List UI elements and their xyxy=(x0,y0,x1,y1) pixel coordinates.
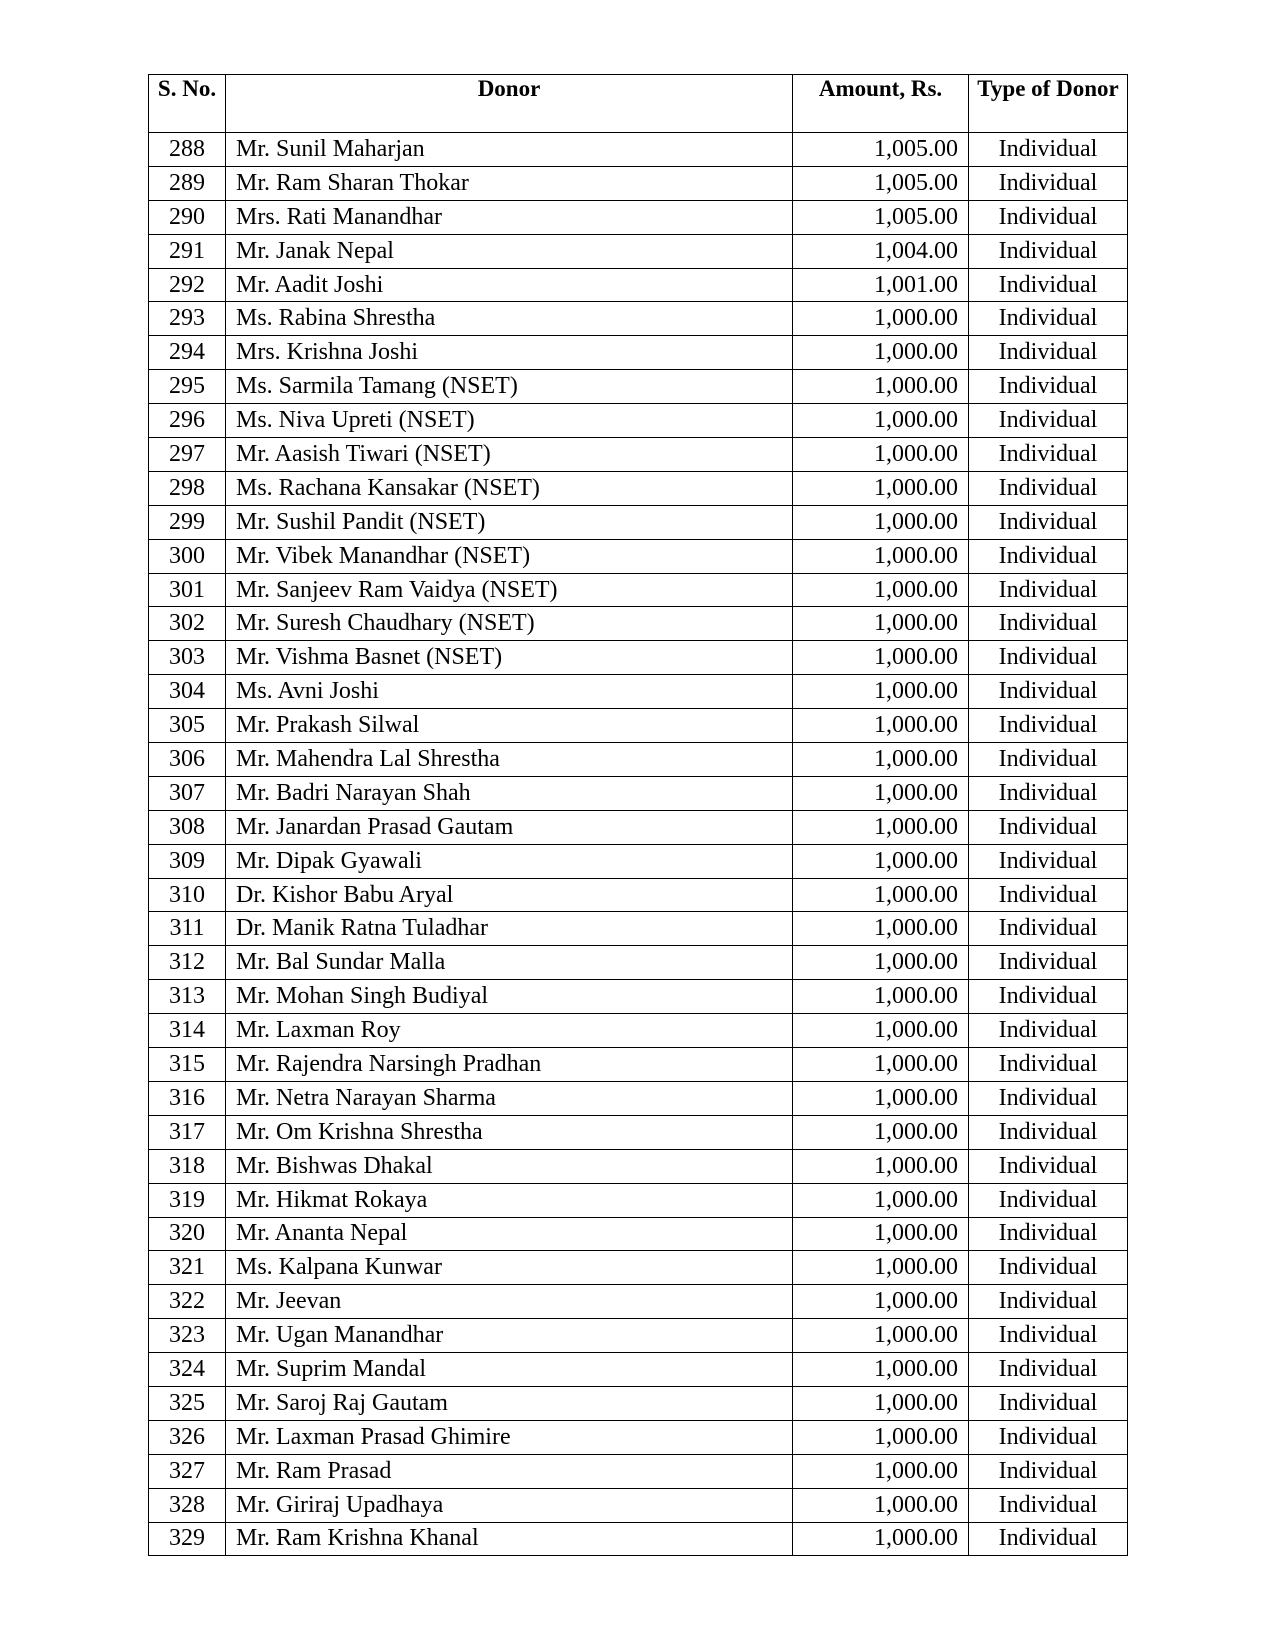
cell-sno: 306 xyxy=(149,743,226,777)
table-row xyxy=(149,302,1128,336)
table-row xyxy=(149,505,1128,539)
cell-amount: 1,005.00 xyxy=(793,200,969,234)
cell-donor: Dr. Manik Ratna Tuladhar xyxy=(226,912,793,946)
cell-type: Individual xyxy=(969,946,1128,980)
cell-amount: 1,000.00 xyxy=(793,878,969,912)
table-row xyxy=(149,200,1128,234)
cell-amount: 1,000.00 xyxy=(793,1149,969,1183)
table-row xyxy=(149,878,1128,912)
cell-sno: 298 xyxy=(149,471,226,505)
cell-donor: Mr. Ram Sharan Thokar xyxy=(226,166,793,200)
table-row xyxy=(149,1014,1128,1048)
cell-donor: Ms. Rachana Kansakar (NSET) xyxy=(226,471,793,505)
cell-amount: 1,000.00 xyxy=(793,505,969,539)
table-row xyxy=(149,1522,1128,1556)
cell-amount: 1,000.00 xyxy=(793,776,969,810)
table-row xyxy=(149,370,1128,404)
table-row xyxy=(149,133,1128,167)
cell-sno: 296 xyxy=(149,404,226,438)
cell-type: Individual xyxy=(969,1115,1128,1149)
cell-sno: 288 xyxy=(149,133,226,167)
cell-amount: 1,000.00 xyxy=(793,844,969,878)
cell-sno: 321 xyxy=(149,1251,226,1285)
cell-donor: Mr. Aadit Joshi xyxy=(226,268,793,302)
cell-donor: Mr. Ram Krishna Khanal xyxy=(226,1522,793,1556)
cell-type: Individual xyxy=(969,607,1128,641)
cell-amount: 1,000.00 xyxy=(793,302,969,336)
table-row xyxy=(149,1488,1128,1522)
cell-donor: Mr. Bishwas Dhakal xyxy=(226,1149,793,1183)
cell-amount: 1,000.00 xyxy=(793,1319,969,1353)
cell-type: Individual xyxy=(969,1522,1128,1556)
table-row xyxy=(149,234,1128,268)
cell-donor: Ms. Avni Joshi xyxy=(226,675,793,709)
cell-donor: Dr. Kishor Babu Aryal xyxy=(226,878,793,912)
cell-sno: 295 xyxy=(149,370,226,404)
cell-sno: 300 xyxy=(149,539,226,573)
cell-donor: Mr. Rajendra Narsingh Pradhan xyxy=(226,1048,793,1082)
cell-donor: Mr. Bal Sundar Malla xyxy=(226,946,793,980)
cell-donor: Mr. Ram Prasad xyxy=(226,1454,793,1488)
cell-sno: 302 xyxy=(149,607,226,641)
cell-amount: 1,000.00 xyxy=(793,573,969,607)
cell-type: Individual xyxy=(969,404,1128,438)
cell-sno: 307 xyxy=(149,776,226,810)
cell-sno: 316 xyxy=(149,1081,226,1115)
table-row xyxy=(149,471,1128,505)
table-body xyxy=(149,133,1128,1556)
cell-type: Individual xyxy=(969,810,1128,844)
cell-type: Individual xyxy=(969,336,1128,370)
cell-type: Individual xyxy=(969,268,1128,302)
cell-amount: 1,004.00 xyxy=(793,234,969,268)
header-amount: Amount, Rs. xyxy=(793,75,969,133)
cell-donor: Mr. Sushil Pandit (NSET) xyxy=(226,505,793,539)
cell-type: Individual xyxy=(969,166,1128,200)
cell-donor: Ms. Sarmila Tamang (NSET) xyxy=(226,370,793,404)
cell-donor: Mr. Om Krishna Shrestha xyxy=(226,1115,793,1149)
cell-donor: Mr. Netra Narayan Sharma xyxy=(226,1081,793,1115)
table-row xyxy=(149,1285,1128,1319)
cell-type: Individual xyxy=(969,1081,1128,1115)
cell-type: Individual xyxy=(969,1353,1128,1387)
table-row xyxy=(149,1183,1128,1217)
cell-amount: 1,000.00 xyxy=(793,1454,969,1488)
cell-amount: 1,000.00 xyxy=(793,709,969,743)
cell-sno: 323 xyxy=(149,1319,226,1353)
cell-sno: 327 xyxy=(149,1454,226,1488)
table-row xyxy=(149,336,1128,370)
cell-amount: 1,000.00 xyxy=(793,1386,969,1420)
cell-sno: 328 xyxy=(149,1488,226,1522)
cell-donor: Mr. Mahendra Lal Shrestha xyxy=(226,743,793,777)
cell-sno: 326 xyxy=(149,1420,226,1454)
table-row xyxy=(149,709,1128,743)
cell-type: Individual xyxy=(969,1386,1128,1420)
table-row xyxy=(149,980,1128,1014)
cell-amount: 1,000.00 xyxy=(793,1285,969,1319)
cell-donor: Mr. Mohan Singh Budiyal xyxy=(226,980,793,1014)
cell-type: Individual xyxy=(969,878,1128,912)
cell-type: Individual xyxy=(969,641,1128,675)
cell-amount: 1,000.00 xyxy=(793,1081,969,1115)
cell-amount: 1,000.00 xyxy=(793,675,969,709)
table-row xyxy=(149,1454,1128,1488)
table-row xyxy=(149,539,1128,573)
cell-donor: Mr. Vishma Basnet (NSET) xyxy=(226,641,793,675)
table-row xyxy=(149,776,1128,810)
cell-amount: 1,000.00 xyxy=(793,1217,969,1251)
cell-type: Individual xyxy=(969,1319,1128,1353)
table-row xyxy=(149,1115,1128,1149)
cell-sno: 290 xyxy=(149,200,226,234)
cell-amount: 1,000.00 xyxy=(793,471,969,505)
table-row xyxy=(149,675,1128,709)
cell-sno: 297 xyxy=(149,438,226,472)
cell-donor: Mr. Vibek Manandhar (NSET) xyxy=(226,539,793,573)
cell-type: Individual xyxy=(969,1420,1128,1454)
cell-type: Individual xyxy=(969,370,1128,404)
cell-sno: 311 xyxy=(149,912,226,946)
cell-type: Individual xyxy=(969,844,1128,878)
cell-donor: Mr. Badri Narayan Shah xyxy=(226,776,793,810)
cell-donor: Mr. Aasish Tiwari (NSET) xyxy=(226,438,793,472)
cell-donor: Mr. Prakash Silwal xyxy=(226,709,793,743)
table-row xyxy=(149,810,1128,844)
cell-type: Individual xyxy=(969,912,1128,946)
table-header xyxy=(149,75,1128,133)
table-row xyxy=(149,946,1128,980)
cell-donor: Ms. Niva Upreti (NSET) xyxy=(226,404,793,438)
cell-sno: 320 xyxy=(149,1217,226,1251)
cell-sno: 291 xyxy=(149,234,226,268)
cell-type: Individual xyxy=(969,471,1128,505)
cell-donor: Mr. Saroj Raj Gautam xyxy=(226,1386,793,1420)
cell-amount: 1,000.00 xyxy=(793,1048,969,1082)
cell-type: Individual xyxy=(969,438,1128,472)
cell-amount: 1,000.00 xyxy=(793,1420,969,1454)
table-row xyxy=(149,573,1128,607)
table-row xyxy=(149,1149,1128,1183)
table-row xyxy=(149,1353,1128,1387)
cell-amount: 1,000.00 xyxy=(793,980,969,1014)
cell-sno: 317 xyxy=(149,1115,226,1149)
cell-donor: Mrs. Rati Manandhar xyxy=(226,200,793,234)
cell-donor: Mr. Giriraj Upadhaya xyxy=(226,1488,793,1522)
cell-sno: 289 xyxy=(149,166,226,200)
cell-sno: 294 xyxy=(149,336,226,370)
table-row xyxy=(149,1081,1128,1115)
cell-amount: 1,000.00 xyxy=(793,1522,969,1556)
cell-sno: 292 xyxy=(149,268,226,302)
cell-type: Individual xyxy=(969,505,1128,539)
cell-amount: 1,000.00 xyxy=(793,438,969,472)
cell-type: Individual xyxy=(969,539,1128,573)
cell-donor: Mr. Ananta Nepal xyxy=(226,1217,793,1251)
cell-sno: 313 xyxy=(149,980,226,1014)
cell-donor: Mr. Hikmat Rokaya xyxy=(226,1183,793,1217)
cell-donor: Mr. Janardan Prasad Gautam xyxy=(226,810,793,844)
cell-type: Individual xyxy=(969,675,1128,709)
cell-sno: 303 xyxy=(149,641,226,675)
cell-sno: 312 xyxy=(149,946,226,980)
cell-donor: Mr. Janak Nepal xyxy=(226,234,793,268)
cell-amount: 1,000.00 xyxy=(793,1488,969,1522)
cell-amount: 1,000.00 xyxy=(793,912,969,946)
cell-type: Individual xyxy=(969,1014,1128,1048)
table-row xyxy=(149,404,1128,438)
cell-type: Individual xyxy=(969,709,1128,743)
cell-sno: 315 xyxy=(149,1048,226,1082)
table-row xyxy=(149,1217,1128,1251)
cell-donor: Mr. Laxman Prasad Ghimire xyxy=(226,1420,793,1454)
cell-amount: 1,000.00 xyxy=(793,370,969,404)
cell-type: Individual xyxy=(969,980,1128,1014)
table-row xyxy=(149,1386,1128,1420)
cell-amount: 1,001.00 xyxy=(793,268,969,302)
table-row xyxy=(149,1251,1128,1285)
cell-amount: 1,000.00 xyxy=(793,1014,969,1048)
cell-donor: Mr. Jeevan xyxy=(226,1285,793,1319)
donor-table xyxy=(148,74,1128,1556)
table-row xyxy=(149,743,1128,777)
cell-amount: 1,005.00 xyxy=(793,166,969,200)
cell-type: Individual xyxy=(969,1183,1128,1217)
cell-sno: 304 xyxy=(149,675,226,709)
cell-donor: Ms. Kalpana Kunwar xyxy=(226,1251,793,1285)
cell-type: Individual xyxy=(969,1149,1128,1183)
cell-amount: 1,000.00 xyxy=(793,336,969,370)
cell-donor: Mr. Dipak Gyawali xyxy=(226,844,793,878)
cell-amount: 1,000.00 xyxy=(793,946,969,980)
table-row xyxy=(149,607,1128,641)
cell-sno: 293 xyxy=(149,302,226,336)
cell-type: Individual xyxy=(969,743,1128,777)
cell-amount: 1,000.00 xyxy=(793,539,969,573)
cell-type: Individual xyxy=(969,1217,1128,1251)
cell-type: Individual xyxy=(969,573,1128,607)
cell-amount: 1,000.00 xyxy=(793,743,969,777)
cell-sno: 319 xyxy=(149,1183,226,1217)
table-row xyxy=(149,912,1128,946)
cell-sno: 310 xyxy=(149,878,226,912)
table-row xyxy=(149,438,1128,472)
cell-donor: Mr. Sunil Maharjan xyxy=(226,133,793,167)
cell-type: Individual xyxy=(969,776,1128,810)
cell-amount: 1,000.00 xyxy=(793,1353,969,1387)
table-row xyxy=(149,844,1128,878)
cell-donor: Mr. Ugan Manandhar xyxy=(226,1319,793,1353)
cell-donor: Mr. Sanjeev Ram Vaidya (NSET) xyxy=(226,573,793,607)
cell-sno: 301 xyxy=(149,573,226,607)
table-row xyxy=(149,166,1128,200)
cell-sno: 305 xyxy=(149,709,226,743)
cell-amount: 1,000.00 xyxy=(793,641,969,675)
header-donor: Donor xyxy=(226,75,793,133)
cell-type: Individual xyxy=(969,1251,1128,1285)
header-sno: S. No. xyxy=(149,75,226,133)
cell-type: Individual xyxy=(969,302,1128,336)
cell-amount: 1,000.00 xyxy=(793,1251,969,1285)
cell-sno: 329 xyxy=(149,1522,226,1556)
cell-sno: 318 xyxy=(149,1149,226,1183)
cell-donor: Mr. Suprim Mandal xyxy=(226,1353,793,1387)
cell-amount: 1,000.00 xyxy=(793,1115,969,1149)
cell-amount: 1,000.00 xyxy=(793,607,969,641)
cell-type: Individual xyxy=(969,1048,1128,1082)
cell-sno: 325 xyxy=(149,1386,226,1420)
cell-donor: Mr. Laxman Roy xyxy=(226,1014,793,1048)
table-row xyxy=(149,1420,1128,1454)
header-row xyxy=(149,75,1128,133)
cell-type: Individual xyxy=(969,200,1128,234)
cell-donor: Mrs. Krishna Joshi xyxy=(226,336,793,370)
cell-type: Individual xyxy=(969,1285,1128,1319)
cell-donor: Ms. Rabina Shrestha xyxy=(226,302,793,336)
cell-sno: 324 xyxy=(149,1353,226,1387)
cell-type: Individual xyxy=(969,234,1128,268)
cell-type: Individual xyxy=(969,1454,1128,1488)
cell-amount: 1,000.00 xyxy=(793,404,969,438)
header-type: Type of Donor xyxy=(969,75,1128,133)
cell-sno: 308 xyxy=(149,810,226,844)
cell-sno: 309 xyxy=(149,844,226,878)
cell-amount: 1,005.00 xyxy=(793,133,969,167)
cell-type: Individual xyxy=(969,1488,1128,1522)
table-row xyxy=(149,268,1128,302)
table-row xyxy=(149,1319,1128,1353)
cell-sno: 314 xyxy=(149,1014,226,1048)
cell-type: Individual xyxy=(969,133,1128,167)
table-row xyxy=(149,1048,1128,1082)
cell-sno: 299 xyxy=(149,505,226,539)
cell-donor: Mr. Suresh Chaudhary (NSET) xyxy=(226,607,793,641)
table-row xyxy=(149,641,1128,675)
cell-sno: 322 xyxy=(149,1285,226,1319)
cell-amount: 1,000.00 xyxy=(793,1183,969,1217)
cell-amount: 1,000.00 xyxy=(793,810,969,844)
